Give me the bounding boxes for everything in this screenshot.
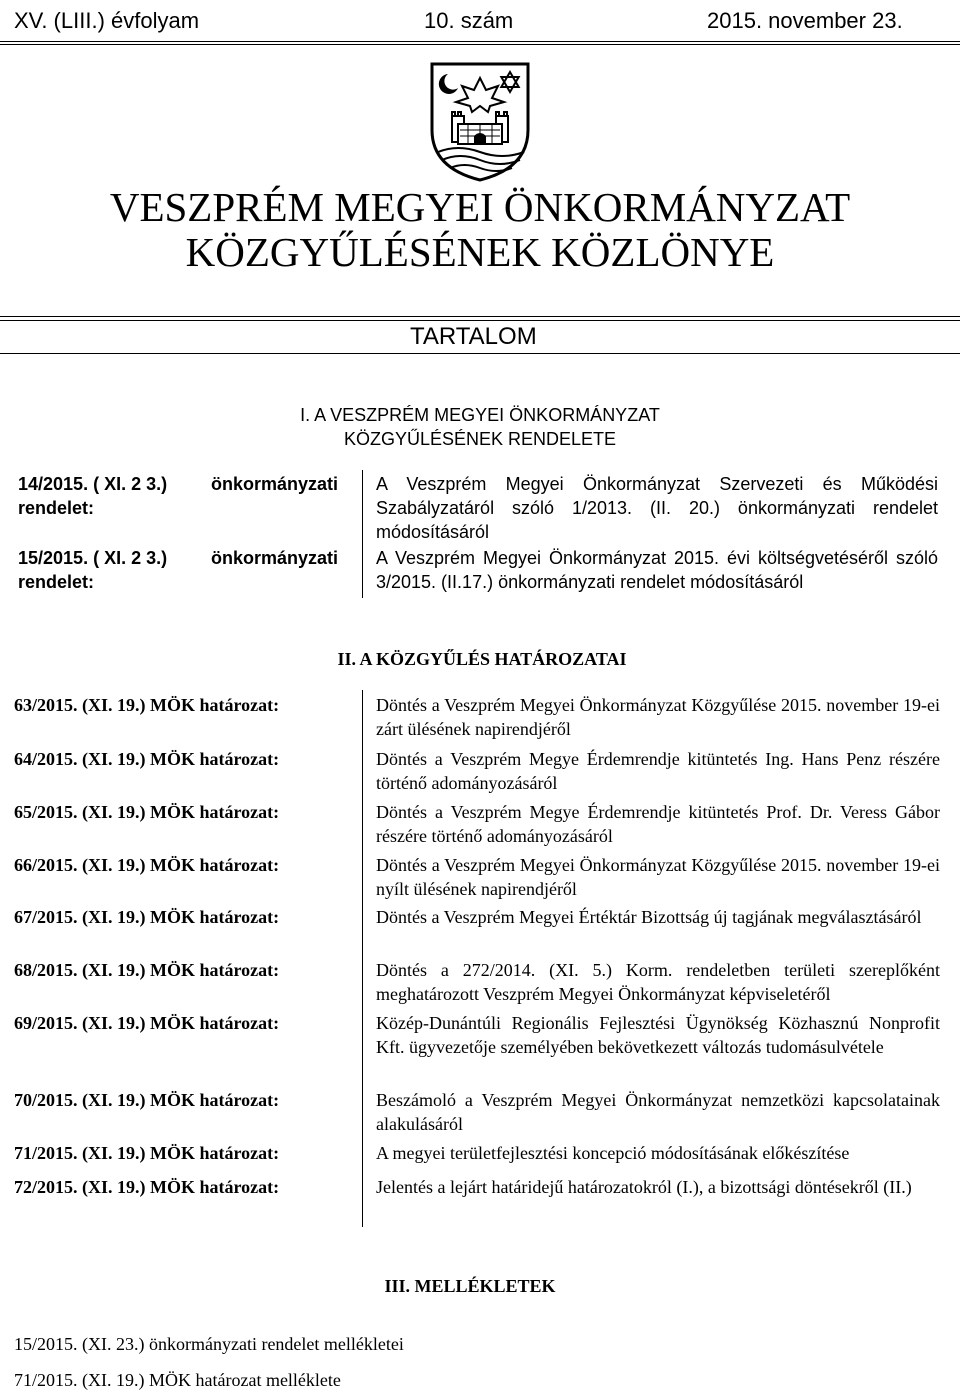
resolution-title: Döntés a Veszprém Megyei Önkormányzat Közgyűlése 2015. november 19-ei zárt ülésének napirendjéről bbox=[376, 695, 940, 739]
contents-divider bbox=[0, 353, 960, 354]
annex-item: 71/2015. (XI. 19.) MÖK határozat melléklete bbox=[14, 1370, 341, 1390]
resolution-title: Döntés a 272/2014. (XI. 5.) Korm. rendeletben területi szereplőként meghatározott Veszprém Megyei Önkormányzat képviseletéről bbox=[376, 960, 940, 1004]
issue-date: 2015. november 23. bbox=[707, 8, 903, 33]
decree-ref-type: önkormányzati bbox=[210, 548, 338, 568]
resolution-title: Beszámoló a Veszprém Megyei Önkormányzat nemzetközi kapcsolatainak alakulásáról bbox=[376, 1090, 940, 1134]
decree-ref-number: 14/2015. ( XI. 2 3.) bbox=[18, 474, 168, 494]
contents-heading: TARTALOM bbox=[410, 323, 537, 350]
annex-item: 15/2015. (XI. 23.) önkormányzati rendelet mellékletei bbox=[14, 1334, 404, 1354]
gazette-title-line1: VESZPRÉM MEGYEI ÖNKORMÁNYZAT bbox=[109, 184, 851, 230]
resolution-title: Döntés a Veszprém Megye Érdemrendje kitüntetés Prof. Dr. Veress Gábor részére történő adományozásáról bbox=[376, 802, 940, 846]
resolution-ref: 68/2015. (XI. 19.) MÖK határozat: bbox=[14, 960, 280, 980]
gazette-title-line2: KÖZGYŰLÉSÉNEK KÖZLÖNYE bbox=[185, 229, 775, 275]
resolution-ref: 63/2015. (XI. 19.) MÖK határozat: bbox=[14, 695, 280, 715]
volume-label: XV. (LIII.) évfolyam bbox=[14, 8, 200, 33]
decree-ref-type: önkormányzati bbox=[210, 474, 338, 494]
resolution-title: Döntés a Veszprém Megyei Önkormányzat Közgyűlése 2015. november 19-ei nyílt ülésének napirendjéről bbox=[376, 855, 940, 899]
issue-number: 10. szám bbox=[424, 8, 514, 33]
decree-title: A Veszprém Megyei Önkormányzat 2015. évi költségvetéséről szóló 3/2015. (II.17.) önkormányzati rendelet módosításáról bbox=[376, 548, 938, 592]
section-2-heading: II. A KÖZGYŰLÉS HATÁROZATAI bbox=[337, 649, 627, 669]
section-1-heading-line1: I. A VESZPRÉM MEGYEI ÖNKORMÁNYZAT bbox=[300, 405, 660, 425]
section-2-column-divider bbox=[362, 690, 363, 1227]
resolution-title: A megyei területfejlesztési koncepció módosításának előkészítése bbox=[376, 1143, 850, 1163]
decree-ref-suffix: rendelet: bbox=[18, 572, 95, 592]
resolution-title: Közép-Dunántúli Regionális Fejlesztési Ügynökség Közhasznú Nonprofit Kft. ügyvezetője személyében bekövetkezett változás tudomásulvétele bbox=[376, 1013, 940, 1057]
section-1-heading-line2: KÖZGYŰLÉSÉNEK RENDELETE bbox=[343, 429, 617, 449]
decree-ref bbox=[18, 546, 338, 594]
decree-ref-suffix: rendelet: bbox=[18, 498, 95, 518]
section-3-heading: III. MELLÉKLETEK bbox=[384, 1276, 556, 1296]
decree-ref-number: 15/2015. ( XI. 2 3.) bbox=[18, 548, 168, 568]
resolution-ref: 72/2015. (XI. 19.) MÖK határozat: bbox=[14, 1177, 280, 1197]
resolution-title: Döntés a Veszprém Megye Érdemrendje kitüntetés Ing. Hans Penz részére történő adományozásáról bbox=[376, 749, 940, 793]
resolution-ref: 65/2015. (XI. 19.) MÖK határozat: bbox=[14, 802, 280, 822]
resolution-title: Jelentés a lejárt határidejű határozatokról (I.), a bizottsági döntésekről (II.) bbox=[376, 1177, 912, 1197]
resolution-ref: 66/2015. (XI. 19.) MÖK határozat: bbox=[14, 855, 280, 875]
decree-title: A Veszprém Megyei Önkormányzat Szervezeti és Működési Szabályzatáról szóló 1/2013. (II. 20.) önkormányzati rendelet módosításáról bbox=[376, 474, 938, 542]
resolution-ref: 69/2015. (XI. 19.) MÖK határozat: bbox=[14, 1013, 280, 1033]
gazette-header bbox=[14, 8, 946, 38]
resolution-ref: 67/2015. (XI. 19.) MÖK határozat: bbox=[14, 907, 280, 927]
title-divider bbox=[0, 316, 960, 321]
resolution-ref: 64/2015. (XI. 19.) MÖK határozat: bbox=[14, 749, 280, 769]
resolution-ref: 70/2015. (XI. 19.) MÖK határozat: bbox=[14, 1090, 280, 1110]
resolution-ref: 71/2015. (XI. 19.) MÖK határozat: bbox=[14, 1143, 280, 1163]
header-divider bbox=[0, 41, 960, 45]
section-1-column-divider bbox=[362, 470, 363, 598]
county-coat-of-arms bbox=[428, 60, 532, 182]
resolution-title: Döntés a Veszprém Megyei Értéktár Bizottság új tagjának megválasztásáról bbox=[376, 907, 922, 927]
decree-ref bbox=[18, 472, 338, 520]
